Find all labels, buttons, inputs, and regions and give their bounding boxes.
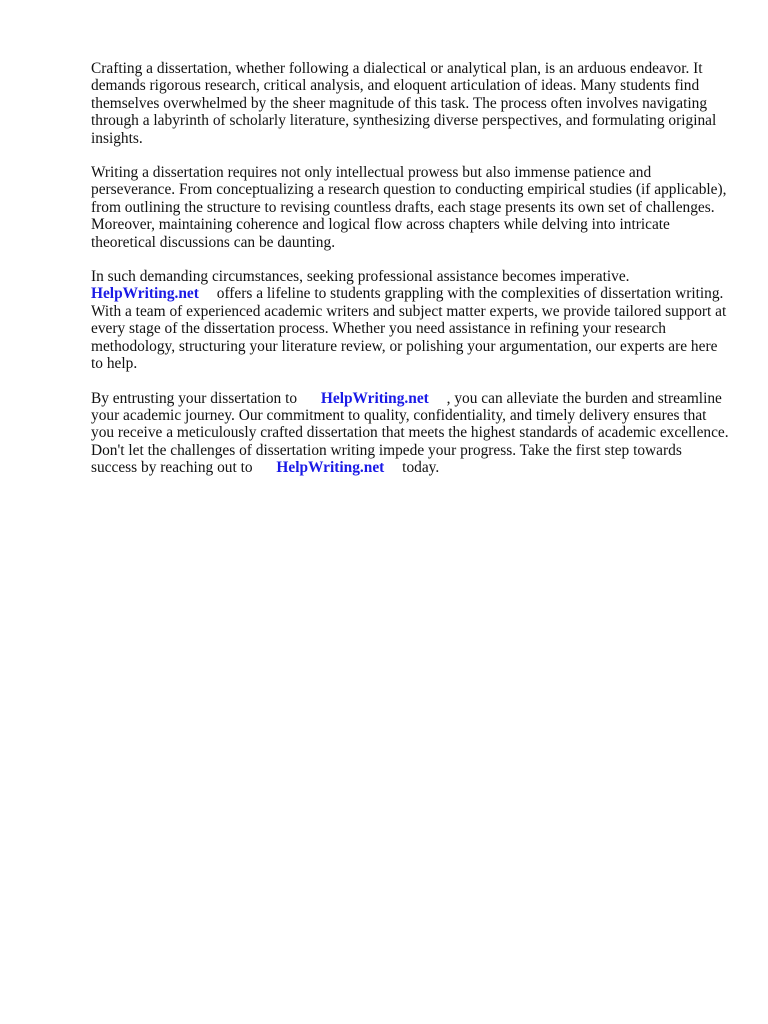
paragraph-closing-body: , you can alleviate the burden and streamline your academic journey. Our commitment to quality, confidentiality, and timely delivery ensures that you receive a meticulously crafted dissertation that meets the highest standards of academic excellence. Don't let the challenges of dissertation writing impede your progress. Take the first step towards success by reaching out to: [91, 389, 729, 477]
document-page: [91, 60, 731, 494]
helpwriting-link[interactable]: HelpWriting.net: [276, 459, 385, 477]
paragraph-assistance-body: offers a lifeline to students grappling with the complexities of dissertation writing. With a team of experienced academic writers and subject matter experts, we provide tailored support at every stage of the dissertation process. Whether you need assistance in refining your research methodology, structuring your literature review, or polishing your argumentation, our experts are here to help.: [91, 285, 727, 373]
paragraph-assistance-lead: In such demanding circumstances, seeking professional assistance becomes imperative.: [91, 268, 630, 286]
paragraph-closing-lead: By entrusting your dissertation to: [91, 389, 298, 407]
paragraph-challenges: Writing a dissertation requires not only intellectual prowess but also immense patience and perseverance. From conceptualizing a research question to conducting empirical studies (if applicable), from outlining the structure to revising countless drafts, each stage presents its own set of challenges. Moreover, maintaining coherence and logical flow across chapters while delving into intricate theoretical discussions can be daunting.: [91, 164, 727, 251]
paragraph-closing-tail: today.: [402, 459, 440, 477]
paragraph-closing: [91, 390, 731, 477]
paragraph-intro: Crafting a dissertation, whether following a dialectical or analytical plan, is an arduous endeavor. It demands rigorous research, critical analysis, and eloquent articulation of ideas. Many students find themselves overwhelmed by the sheer magnitude of this task. The process often involves navigating through a labyrinth of scholarly literature, synthesizing diverse perspectives, and formulating original insights.: [91, 60, 717, 147]
helpwriting-link[interactable]: HelpWriting.net: [91, 285, 199, 303]
helpwriting-link[interactable]: HelpWriting.net: [320, 389, 429, 407]
paragraph-assistance: [91, 268, 731, 372]
